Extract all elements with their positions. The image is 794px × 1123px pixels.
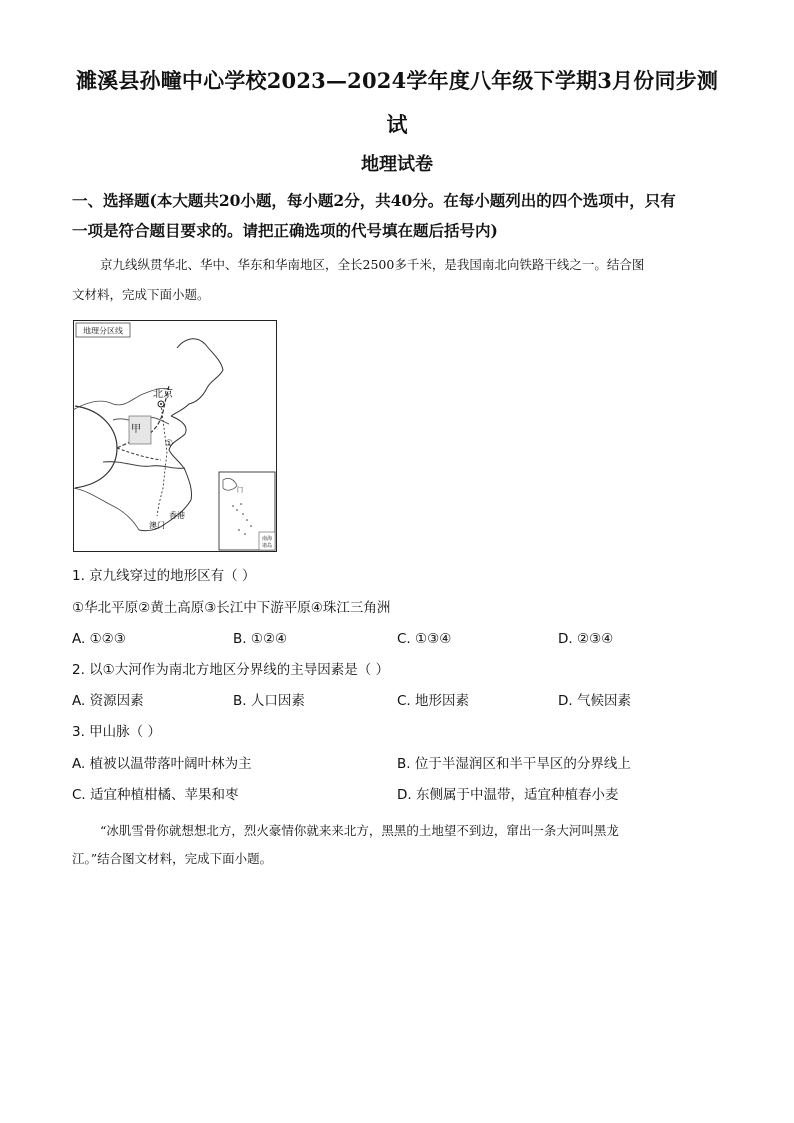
question-2-option-c[interactable]: C. 地形因素 — [397, 693, 470, 709]
inset-taiwan-label: 门 — [237, 487, 244, 494]
circle1-label: ① — [165, 439, 174, 449]
question-2-option-b[interactable]: B. 人口因素 — [233, 693, 305, 709]
question-1-items: ①华北平原②黄土高原③长江中下游平原④珠江三角洲 — [72, 600, 391, 616]
jia-label: 甲 — [131, 424, 141, 435]
passage1-line2: 文材料，完成下面小题。 — [72, 287, 210, 302]
question-1-stem: 1. 京九线穿过的地形区有（ ） — [72, 568, 256, 584]
question-1-option-b[interactable]: B. ①②④ — [233, 631, 288, 647]
question-2-option-d[interactable]: D. 气候因素 — [558, 693, 631, 709]
section-heading-line2: 一项是符合题目要求的。请把正确选项的代号填在题后括号内) — [72, 221, 498, 240]
beijing-label: 北京 — [153, 389, 173, 400]
question-3-option-c[interactable]: C. 适宜种植柑橘、苹果和枣 — [72, 787, 239, 803]
section-heading-line1: 一、选择题(本大题共20小题，每小题2分，共40分。在每小题列出的四个选项中，只有 — [72, 191, 676, 210]
legend-label: 地理分区线 — [83, 326, 123, 336]
question-2-option-a[interactable]: A. 资源因素 — [72, 693, 144, 709]
question-1-option-d[interactable]: D. ②③④ — [558, 631, 614, 647]
question-2-stem: 2. 以①大河作为南北方地区分界线的主导因素是（ ） — [72, 662, 390, 678]
hongkong-label: 香港 — [169, 511, 185, 520]
passage1-line1: 京九线纵贯华北、华中、华东和华南地区，全长2500多千米，是我国南北向铁路干线之一。结合图 — [100, 257, 645, 272]
question-1-option-a[interactable]: A. ①②③ — [72, 631, 126, 647]
question-3-option-b[interactable]: B. 位于半湿润区和半干旱区的分界线上 — [397, 756, 631, 772]
exam-title-line2: 试 — [386, 112, 408, 137]
subject-title: 地理试卷 — [361, 154, 433, 175]
question-3-option-d[interactable]: D. 东侧属于中温带，适宜种植春小麦 — [397, 787, 619, 803]
inset-label-2: 诸岛 — [261, 543, 273, 549]
question-3-option-a[interactable]: A. 植被以温带落叶阔叶林为主 — [72, 756, 252, 772]
macau-label: 澳门 — [149, 521, 165, 530]
question-3-stem: 3. 甲山脉（ ） — [72, 724, 161, 740]
china-map-figure — [73, 320, 277, 552]
passage2-line1: “冰肌雪骨你就想想北方，烈火豪情你就来来北方，黑黑的土地望不到边，窜出一条大河叫黑龙 — [100, 823, 619, 838]
inset-label-1: 南海 — [261, 536, 273, 542]
passage2-line2: 江。”结合图文材料，完成下面小题。 — [72, 851, 273, 866]
question-1-option-c[interactable]: C. ①③④ — [397, 631, 452, 647]
exam-title-line1: 濉溪县孙疃中心学校2023—2024学年度八年级下学期3月份同步测 — [75, 68, 719, 93]
